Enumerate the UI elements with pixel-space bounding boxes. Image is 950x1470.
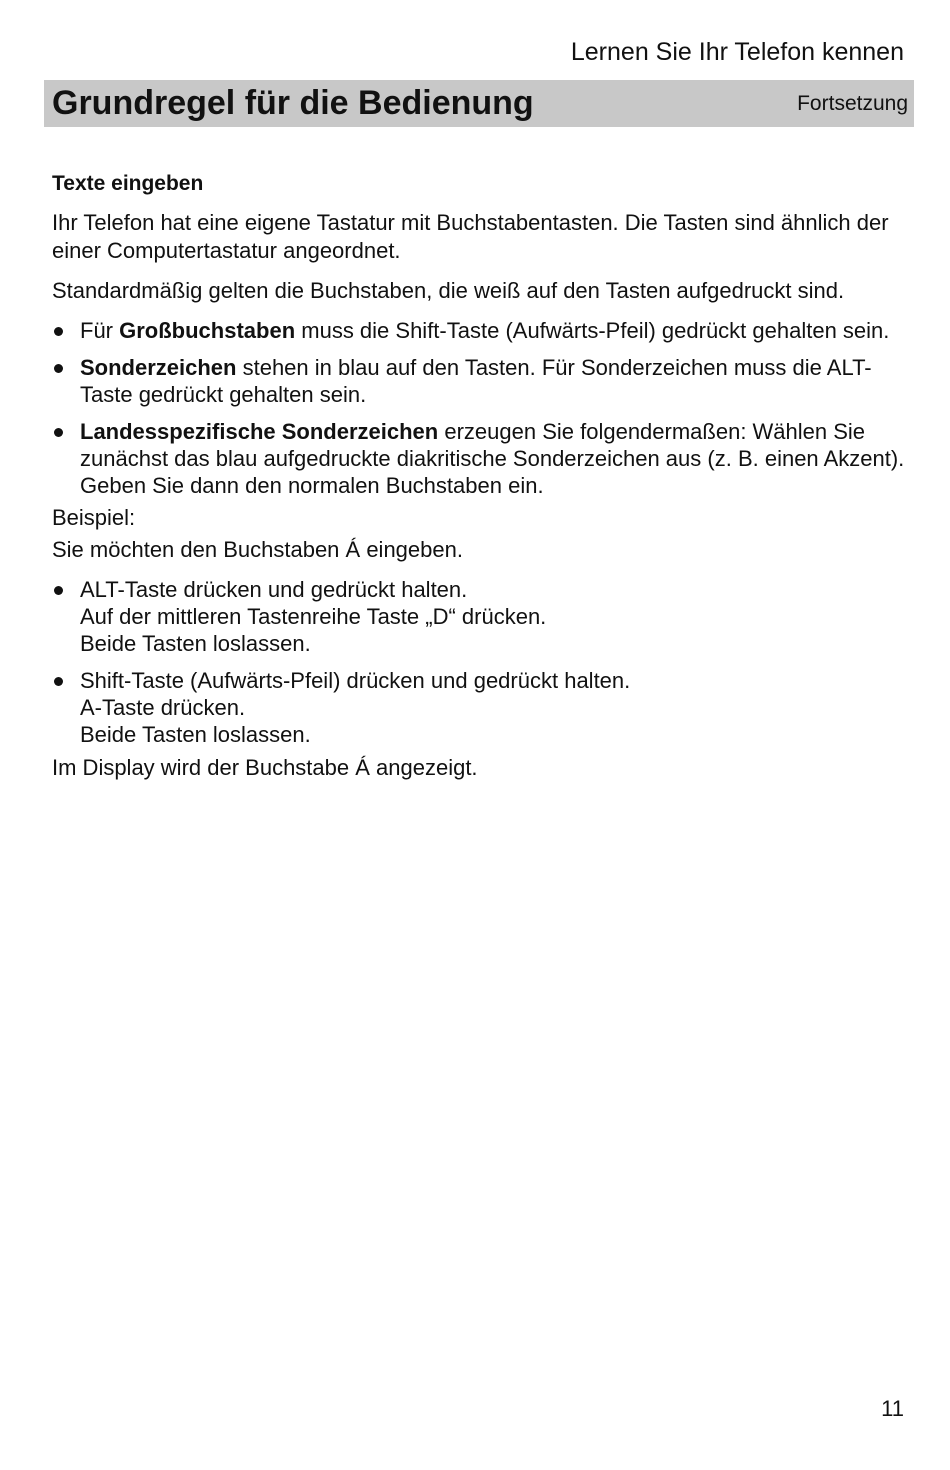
- bullet-dot-icon: [54, 677, 63, 686]
- bullet-dot-icon: [54, 586, 63, 595]
- bullet-text-rest: stehen in blau auf den Tasten. Für Sonderzeichen muss die ALT-Taste gedrückt gehalten sein.: [80, 355, 872, 407]
- intro-paragraph: Ihr Telefon hat eine eigene Tastatur mit Buchstabentasten. Die Tasten sind ähnlich der einer Computertastatur angeordnet.: [52, 210, 889, 263]
- title-bar: [44, 80, 914, 127]
- step-line: Beide Tasten loslassen.: [80, 722, 311, 747]
- section-heading: Texte eingeben: [52, 172, 204, 195]
- step-line: ALT-Taste drücken und gedrückt halten.: [80, 577, 468, 602]
- bullet-dot-icon: [54, 428, 63, 437]
- step-item-alt: [52, 576, 912, 657]
- bullet-text-pre: Für: [80, 318, 120, 343]
- step-line: Shift-Taste (Aufwärts-Pfeil) drücken und gedrückt halten.: [80, 668, 631, 693]
- running-head: Lernen Sie Ihr Telefon kennen: [570, 38, 904, 66]
- main-content: [52, 170, 912, 794]
- step-line: Beide Tasten loslassen.: [80, 631, 311, 656]
- example-label: Beispiel:: [52, 505, 136, 530]
- continued-label: Fortsetzung: [797, 92, 908, 115]
- bullet-dot-icon: [54, 327, 63, 336]
- bullet-text-rest: erzeugen Sie folgendermaßen: Wählen Sie zunächst das blau aufgedruckte diakritische Sonderzeichen aus (z. B. einen Akzent). Geben Sie dann den normalen Buchstaben ein.: [80, 419, 905, 498]
- bullet-text-rest: muss die Shift-Taste (Aufwärts-Pfeil) gedrückt gehalten sein.: [295, 318, 890, 343]
- bullet-item-uppercase: [52, 317, 912, 344]
- page-title: Grundregel für die Bedienung: [52, 84, 534, 122]
- bullet-text-bold: Landesspezifische Sonderzeichen: [80, 419, 439, 444]
- page-number: 11: [881, 1396, 904, 1421]
- bullet-item-special-chars: [52, 354, 912, 408]
- step-line: Auf der mittleren Tastenreihe Taste „D“ drücken.: [80, 604, 547, 629]
- bullet-text-bold: Großbuchstaben: [119, 318, 296, 343]
- result-text: Im Display wird der Buchstabe Á angezeigt.: [52, 755, 478, 780]
- bullet-text-bold: Sonderzeichen: [80, 355, 237, 380]
- bullet-item-national-chars: [52, 418, 912, 499]
- step-item-shift: [52, 667, 912, 748]
- bullet-dot-icon: [54, 364, 63, 373]
- step-line: A-Taste drücken.: [80, 695, 246, 720]
- example-text: Sie möchten den Buchstaben Á eingeben.: [52, 537, 463, 562]
- default-letters-paragraph: Standardmäßig gelten die Buchstaben, die weiß auf den Tasten aufgedruckt sind.: [52, 278, 845, 303]
